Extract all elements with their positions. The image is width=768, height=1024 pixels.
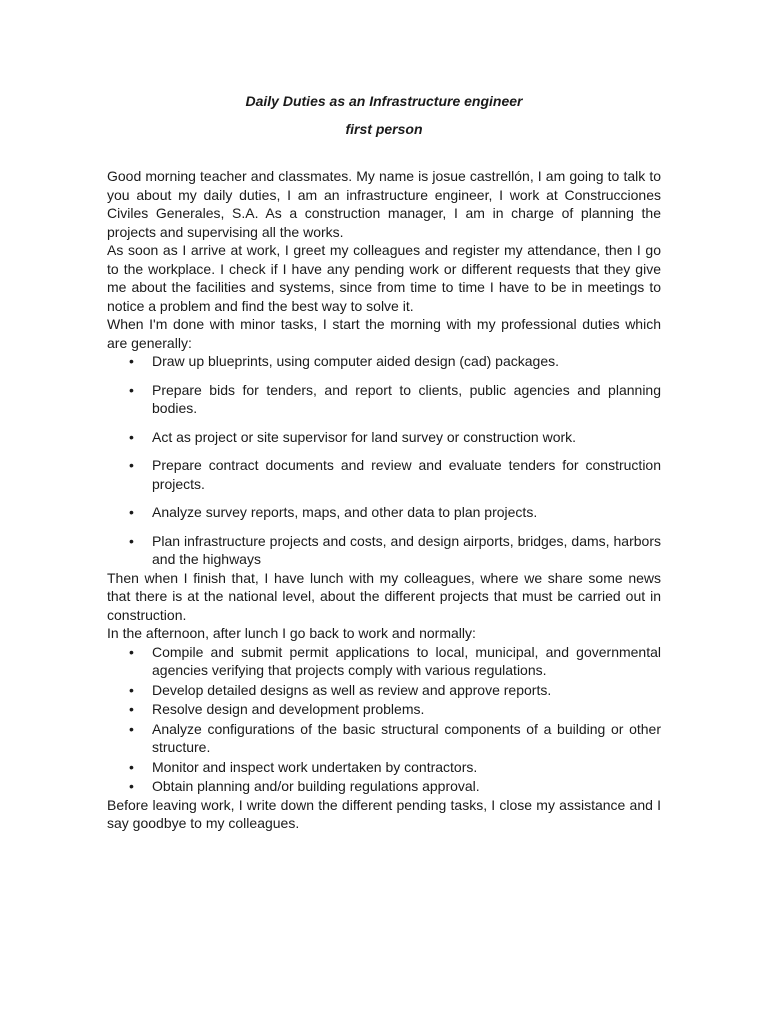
list-item (107, 758, 661, 777)
bullet-icon: • (129, 681, 134, 698)
morning-duties-list (107, 352, 661, 569)
list-item-text: Act as project or site supervisor for land survey or construction work. (152, 428, 577, 445)
list-item (107, 643, 661, 680)
list-item (107, 381, 661, 418)
lunch-paragraph: Then when I finish that, I have lunch with my colleagues, where we share some news that there is at the national level, about the different projects that must be carried out in construction. (107, 569, 661, 623)
list-item (107, 681, 661, 700)
bullet-icon: • (129, 504, 134, 520)
list-item-text: Obtain planning and/or building regulations approval. (152, 778, 480, 794)
list-item (107, 456, 661, 493)
morning-paragraph: When I'm done with minor tasks, I start the morning with my professional duties which are generally: (107, 316, 661, 351)
bullet-icon: • (129, 457, 134, 473)
bullet-icon: • (129, 758, 134, 775)
afternoon-paragraph: In the afternoon, after lunch I go back to work and normally: (107, 625, 476, 641)
bullet-icon: • (129, 720, 134, 737)
list-item (107, 720, 661, 757)
list-item (107, 532, 661, 569)
list-item-text: Draw up blueprints, using computer aided design (cad) packages. (152, 353, 560, 369)
list-item-text: Analyze configurations of the basic structural components of a building or other structure. (152, 720, 661, 755)
list-item-text: Resolve design and development problems. (152, 701, 425, 717)
list-item-text: Plan infrastructure projects and costs, and design airports, bridges, dams, harbors and the highways (152, 532, 661, 567)
bullet-icon: • (129, 381, 134, 398)
document-subtitle: first person (345, 121, 423, 137)
bullet-icon: • (129, 701, 134, 717)
list-item-text: Develop detailed designs as well as review and approve reports. (152, 681, 552, 698)
bullet-icon: • (129, 353, 134, 369)
list-item (107, 700, 661, 719)
list-item-text: Prepare contract documents and review and evaluate tenders for construction projects. (152, 457, 661, 492)
list-item (107, 352, 661, 371)
bullet-icon: • (129, 532, 134, 549)
document-title: Daily Duties as an Infrastructure engineer (245, 93, 523, 109)
bullet-icon: • (129, 778, 134, 794)
document-body (107, 167, 661, 833)
intro-paragraph: Good morning teacher and classmates. My name is josue castrellón, I am going to talk to you about my daily duties, I am an infrastructure engineer, I work at Construcciones Civiles Generales, S.A. As a construction manager, I am in charge of planning the projects and supervising all the works. (107, 168, 661, 240)
list-item-text: Analyze survey reports, maps, and other data to plan projects. (152, 504, 538, 520)
list-item-text: Prepare bids for tenders, and report to clients, public agencies and planning bodies. (152, 381, 661, 416)
afternoon-duties-list (107, 643, 661, 796)
list-item (107, 503, 661, 522)
closing-paragraph: Before leaving work, I write down the different pending tasks, I close my assistance and I say goodbye to my colleagues. (107, 796, 661, 831)
bullet-icon: • (129, 428, 134, 445)
list-item-text: Monitor and inspect work undertaken by contractors. (152, 758, 478, 775)
list-item (107, 777, 661, 796)
bullet-icon: • (129, 643, 134, 660)
list-item (107, 428, 661, 447)
list-item-text: Compile and submit permit applications to local, municipal, and governmental agencies verifying that projects comply with various regulations. (152, 643, 661, 678)
arrival-paragraph: As soon as I arrive at work, I greet my colleagues and register my attendance, then I go to the workplace. I check if I have any pending work or different requests that they give me about the facilities and systems, since from time to time I have to be in meetings to notice a problem and find the best way to solve it. (107, 242, 661, 314)
